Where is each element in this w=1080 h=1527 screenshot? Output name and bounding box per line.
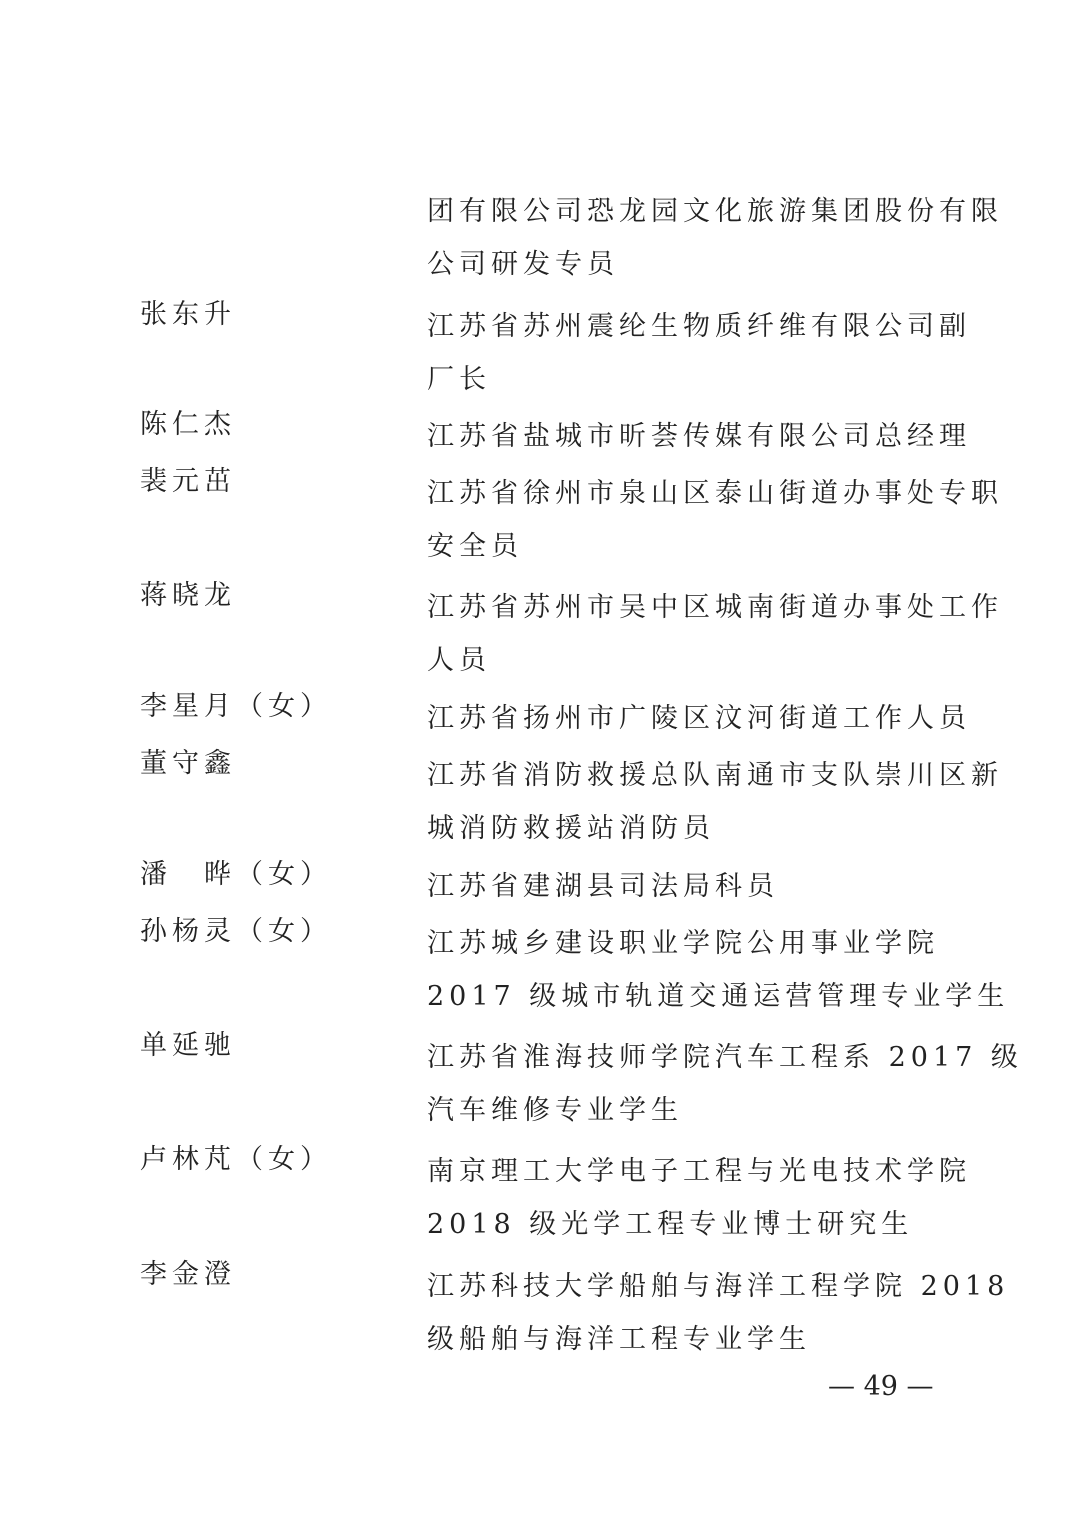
person-name: 潘 晔（女）: [140, 859, 332, 890]
affiliation-line: 南京理工大学电子工程与光电技术学院: [427, 1156, 971, 1187]
person-name: 裴元茁: [140, 466, 236, 497]
affiliation-line: 城消防救援站消防员: [427, 813, 715, 844]
affiliation: [427, 1031, 1023, 1137]
affiliation: [427, 185, 1003, 291]
person-name: 陈仁杰: [140, 409, 236, 440]
affiliation-line: 江苏城乡建设职业学院公用事业学院: [427, 928, 939, 959]
affiliation: [427, 467, 1003, 573]
affiliation: [427, 749, 1003, 855]
affiliation-line: 2017 级城市轨道交通运营管理专业学生: [427, 981, 1010, 1012]
person-name: 蒋晓龙: [140, 580, 236, 611]
affiliation-line: 江苏省苏州震纶生物质纤维有限公司副: [427, 311, 971, 342]
affiliation-line: 江苏省淮海技师学院汽车工程系 2017 级: [427, 1042, 1023, 1073]
affiliation: [427, 1145, 971, 1251]
affiliation: [427, 692, 971, 745]
affiliation: [427, 1260, 1010, 1366]
affiliation: [427, 860, 947, 913]
affiliation-line: 安全员: [427, 531, 523, 562]
person-name: 董守鑫: [140, 748, 236, 779]
affiliation: [427, 410, 971, 463]
person-name: 李星月（女）: [140, 691, 332, 722]
affiliation: [427, 300, 971, 406]
affiliation-line: 团有限公司恐龙园文化旅游集团股份有限: [427, 196, 1003, 227]
person-name: 孙杨灵（女）: [140, 916, 332, 947]
person-name: 卢林芃（女）: [140, 1144, 332, 1175]
affiliation-line: 级船舶与海洋工程专业学生: [427, 1324, 811, 1355]
affiliation-line: 江苏省扬州市广陵区汶河街道工作人员: [427, 703, 971, 734]
affiliation-line: 人员: [427, 645, 491, 676]
page-number: — 49 —: [828, 1371, 934, 1402]
affiliation-line: 江苏省盐城市昕荟传媒有限公司总经理: [427, 421, 971, 452]
affiliation-line: 江苏省徐州市泉山区泰山街道办事处专职: [427, 478, 1003, 509]
affiliation-line: 江苏省消防救援总队南通市支队崇川区新: [427, 760, 1003, 791]
affiliation-line: 江苏省建湖县司法局科员: [427, 871, 779, 902]
affiliation-line: 厂长: [427, 364, 491, 395]
affiliation-line: 公司研发专员: [427, 249, 619, 280]
person-name: 李金澄: [140, 1259, 236, 1290]
affiliation-line: 江苏科技大学船舶与海洋工程学院 2018: [427, 1271, 1010, 1302]
affiliation-line: 2018 级光学工程专业博士研究生: [427, 1209, 914, 1240]
affiliation: [427, 581, 1003, 687]
affiliation-line: 江苏省苏州市吴中区城南街道办事处工作: [427, 592, 1003, 623]
affiliation-line: 汽车维修专业学生: [427, 1095, 683, 1126]
affiliation: [427, 917, 1010, 1023]
person-name: 单延驰: [140, 1030, 236, 1061]
person-name: 张东升: [140, 299, 236, 330]
